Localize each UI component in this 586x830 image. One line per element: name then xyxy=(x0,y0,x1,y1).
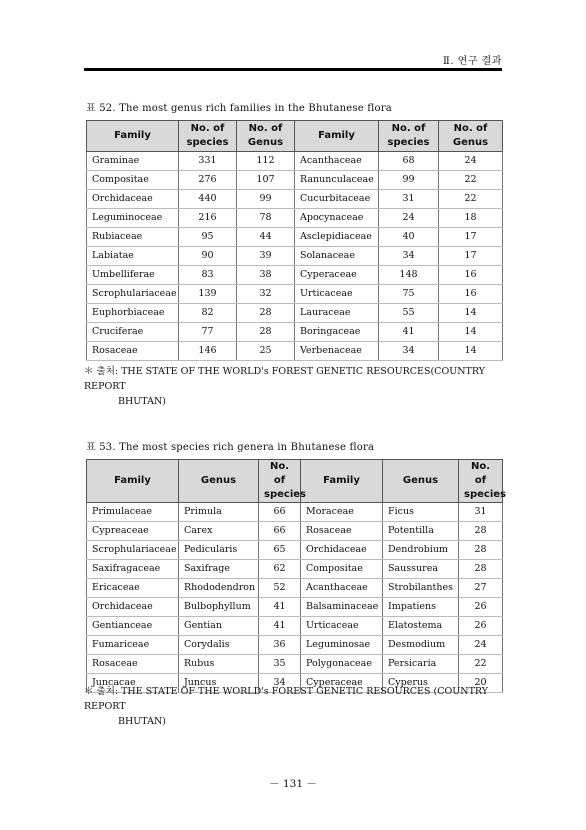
table-cell: Rubus xyxy=(179,655,259,674)
column-header: Family xyxy=(87,460,179,503)
table-cell: 31 xyxy=(459,503,503,522)
table-cell: Graminae xyxy=(87,152,179,171)
column-header: No. of species xyxy=(379,121,439,152)
table-cell: 34 xyxy=(259,674,301,693)
table-cell: 17 xyxy=(439,228,503,247)
table-cell: 25 xyxy=(237,342,295,361)
table-cell: Polygonaceae xyxy=(301,655,383,674)
table-cell: Cyperaceae xyxy=(301,674,383,693)
column-header: Family xyxy=(301,460,383,503)
table-cell: 16 xyxy=(439,285,503,304)
table-cell: 216 xyxy=(179,209,237,228)
table-cell: Urticaceae xyxy=(301,617,383,636)
table-cell: Urticaceae xyxy=(295,285,379,304)
table-cell: Cypreaceae xyxy=(87,522,179,541)
column-header: Genus xyxy=(179,460,259,503)
table-cell: 27 xyxy=(459,579,503,598)
table-cell: Persicaria xyxy=(383,655,459,674)
table-cell: Potentilla xyxy=(383,522,459,541)
table-cell: 28 xyxy=(237,323,295,342)
table-cell: Leguminoceae xyxy=(87,209,179,228)
table-cell: Pedicularis xyxy=(179,541,259,560)
table-cell: 77 xyxy=(179,323,237,342)
table-cell: Labiatae xyxy=(87,247,179,266)
table-cell: Moraceae xyxy=(301,503,383,522)
table-cell: 139 xyxy=(179,285,237,304)
column-header: No. of Genus xyxy=(237,121,295,152)
table-row xyxy=(87,228,503,247)
table-cell: 28 xyxy=(459,560,503,579)
table-cell: Cruciferae xyxy=(87,323,179,342)
table-cell: 16 xyxy=(439,266,503,285)
table-cell: 331 xyxy=(179,152,237,171)
table-cell: Scrophulariaceae xyxy=(87,541,179,560)
table-cell: Cyperaceae xyxy=(295,266,379,285)
table-cell: 28 xyxy=(459,541,503,560)
table-row xyxy=(87,617,503,636)
table-cell: Orchidaceae xyxy=(87,190,179,209)
table-cell: 44 xyxy=(237,228,295,247)
header-divider xyxy=(84,68,502,71)
table-cell: Compositae xyxy=(301,560,383,579)
table-cell: Saussurea xyxy=(383,560,459,579)
table-cell: Balsaminaceae xyxy=(301,598,383,617)
table-cell: Cyperus xyxy=(383,674,459,693)
table-cell: Leguminosae xyxy=(301,636,383,655)
table-cell: 31 xyxy=(379,190,439,209)
table-cell: 68 xyxy=(379,152,439,171)
table-row xyxy=(87,247,503,266)
table-row xyxy=(87,579,503,598)
column-header: No. of species xyxy=(259,460,301,503)
source-line-continued: BHUTAN) xyxy=(118,716,166,727)
table-cell: 41 xyxy=(259,598,301,617)
table-row xyxy=(87,522,503,541)
table-cell: Lauraceae xyxy=(295,304,379,323)
table-cell: 65 xyxy=(259,541,301,560)
table-row xyxy=(87,266,503,285)
table-cell: Orchidaceae xyxy=(87,598,179,617)
table-cell: 107 xyxy=(237,171,295,190)
table-cell: Corydalis xyxy=(179,636,259,655)
table-cell: 40 xyxy=(379,228,439,247)
table-cell: 62 xyxy=(259,560,301,579)
table-cell: 99 xyxy=(237,190,295,209)
table-cell: 14 xyxy=(439,304,503,323)
column-header: No. of species xyxy=(179,121,237,152)
table-cell: Acanthaceae xyxy=(301,579,383,598)
table-row xyxy=(87,152,503,171)
column-header: Family xyxy=(87,121,179,152)
table-row xyxy=(87,323,503,342)
table-cell: Orchidaceae xyxy=(301,541,383,560)
table-53-source-note xyxy=(84,684,504,729)
table-cell: 78 xyxy=(237,209,295,228)
table-cell: Fumariceae xyxy=(87,636,179,655)
running-header: Ⅱ. 연구 결과 xyxy=(443,56,502,67)
column-header: Family xyxy=(295,121,379,152)
table-row xyxy=(87,598,503,617)
table-cell: 41 xyxy=(379,323,439,342)
table-cell: 66 xyxy=(259,522,301,541)
table-cell: 22 xyxy=(439,171,503,190)
table-cell: 148 xyxy=(379,266,439,285)
table-cell: Boringaceae xyxy=(295,323,379,342)
table-cell: Acanthaceae xyxy=(295,152,379,171)
table-cell: 14 xyxy=(439,323,503,342)
table-cell: Saxifragaceae xyxy=(87,560,179,579)
table-cell: 18 xyxy=(439,209,503,228)
table-cell: Ranunculaceae xyxy=(295,171,379,190)
table-cell: Dendrobium xyxy=(383,541,459,560)
table-row xyxy=(87,560,503,579)
table-cell: Rubiaceae xyxy=(87,228,179,247)
table-cell: 22 xyxy=(439,190,503,209)
column-header: Genus xyxy=(383,460,459,503)
table-cell: Primulaceae xyxy=(87,503,179,522)
table-header-row xyxy=(87,121,503,152)
table-row xyxy=(87,636,503,655)
table-row xyxy=(87,209,503,228)
column-header: No. of species xyxy=(459,460,503,503)
table-52 xyxy=(86,120,503,361)
table-cell: 34 xyxy=(379,342,439,361)
table-cell: 26 xyxy=(459,598,503,617)
table-cell: Umbelliferae xyxy=(87,266,179,285)
table-cell: Saxifrage xyxy=(179,560,259,579)
table-cell: 55 xyxy=(379,304,439,323)
table-cell: 34 xyxy=(379,247,439,266)
table-cell: Cucurbitaceae xyxy=(295,190,379,209)
table-cell: 35 xyxy=(259,655,301,674)
table-cell: Rosaceae xyxy=(301,522,383,541)
table-row xyxy=(87,304,503,323)
table-cell: 20 xyxy=(459,674,503,693)
column-header: No. of Genus xyxy=(439,121,503,152)
table-cell: Elatostema xyxy=(383,617,459,636)
table-cell: 26 xyxy=(459,617,503,636)
table-cell: 28 xyxy=(459,522,503,541)
table-cell: Bulbophyllum xyxy=(179,598,259,617)
table-cell: Ericaceae xyxy=(87,579,179,598)
table-cell: 52 xyxy=(259,579,301,598)
table-row xyxy=(87,503,503,522)
table-cell: 99 xyxy=(379,171,439,190)
table-row xyxy=(87,190,503,209)
table-cell: 17 xyxy=(439,247,503,266)
table-cell: 41 xyxy=(259,617,301,636)
table-cell: Asclepidiaceae xyxy=(295,228,379,247)
table-row xyxy=(87,655,503,674)
source-line-continued: BHUTAN) xyxy=(118,396,166,407)
table-cell: 32 xyxy=(237,285,295,304)
table-cell: Solanaceae xyxy=(295,247,379,266)
table-cell: Impatiens xyxy=(383,598,459,617)
table-cell: 112 xyxy=(237,152,295,171)
table-cell: 24 xyxy=(439,152,503,171)
table-53 xyxy=(86,459,506,693)
table-cell: Juncus xyxy=(179,674,259,693)
table-cell: 146 xyxy=(179,342,237,361)
table-cell: Juncacae xyxy=(87,674,179,693)
table-cell: Rosaceae xyxy=(87,342,179,361)
table-cell: Desmodium xyxy=(383,636,459,655)
table-cell: 38 xyxy=(237,266,295,285)
table-cell: 39 xyxy=(237,247,295,266)
table-row xyxy=(87,171,503,190)
table-cell: Verbenaceae xyxy=(295,342,379,361)
table-cell: 24 xyxy=(459,636,503,655)
table-cell: 90 xyxy=(179,247,237,266)
table-cell: 276 xyxy=(179,171,237,190)
table-cell: Scrophulariaceae xyxy=(87,285,179,304)
table-row xyxy=(87,342,503,361)
table-cell: Euphorbiaceae xyxy=(87,304,179,323)
table-header-row xyxy=(87,460,503,503)
page-number: － 131 － xyxy=(269,778,317,790)
table-cell: 83 xyxy=(179,266,237,285)
table-53-caption: 표 53. The most species rich genera in Bhutanese flora xyxy=(86,442,375,453)
table-cell: 24 xyxy=(379,209,439,228)
table-cell: Compositae xyxy=(87,171,179,190)
table-cell: 440 xyxy=(179,190,237,209)
table-cell: 75 xyxy=(379,285,439,304)
table-52-caption: 표 52. The most genus rich families in the Bhutanese flora xyxy=(86,103,392,114)
table-cell: 36 xyxy=(259,636,301,655)
table-cell: 82 xyxy=(179,304,237,323)
source-line: ＊ 출처: THE STATE OF THE WORLD's FOREST GENETIC RESOURCES (COUNTRY REPORT xyxy=(84,686,489,712)
table-cell: Rhododendron xyxy=(179,579,259,598)
table-52-source-note xyxy=(84,364,504,409)
table-cell: 22 xyxy=(459,655,503,674)
table-cell: Rosaceae xyxy=(87,655,179,674)
source-line: ＊ 출처: THE STATE OF THE WORLD's FOREST GENETIC RESOURCES(COUNTRY REPORT xyxy=(84,366,486,392)
table-row xyxy=(87,541,503,560)
table-cell: Ficus xyxy=(383,503,459,522)
table-cell: 66 xyxy=(259,503,301,522)
table-cell: Gentian xyxy=(179,617,259,636)
table-cell: 28 xyxy=(237,304,295,323)
table-cell: Gentianceae xyxy=(87,617,179,636)
table-cell: Strobilanthes xyxy=(383,579,459,598)
table-cell: Apocynaceae xyxy=(295,209,379,228)
table-row xyxy=(87,285,503,304)
table-cell: Carex xyxy=(179,522,259,541)
table-cell: Primula xyxy=(179,503,259,522)
table-cell: 14 xyxy=(439,342,503,361)
table-cell: 95 xyxy=(179,228,237,247)
